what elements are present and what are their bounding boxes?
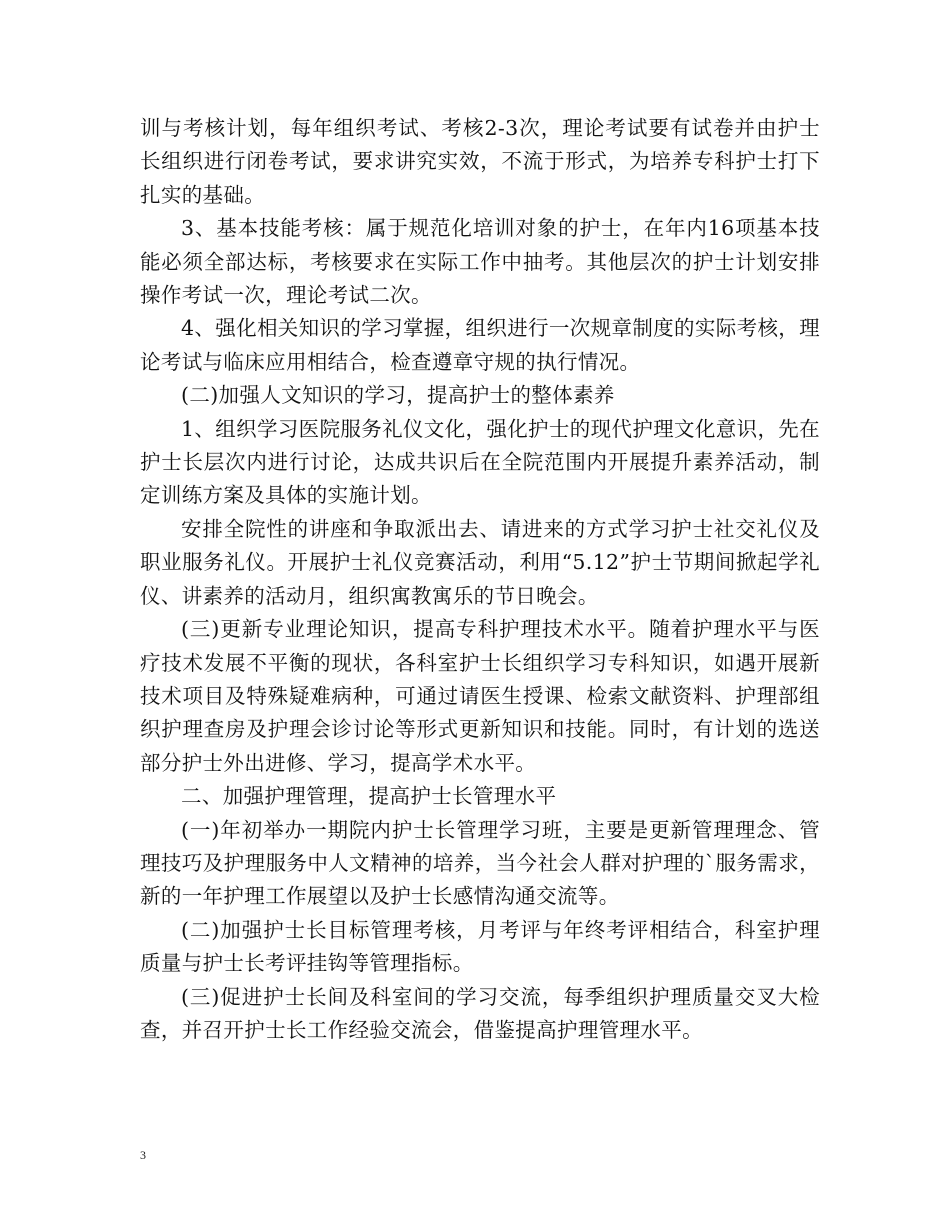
section-heading: (二)加强人文知识的学习，提高护士的整体素养 <box>181 383 615 408</box>
paragraph: 训与考核计划，每年组织考试、考核2-3次，理论考试要有试卷并由护士长组织进行闭卷考试，要求讲究实效，不流于形式，为培养专科护士打下扎实的基础。 <box>140 116 820 207</box>
section-heading: 二、加强护理管理，提高护士长管理水平 <box>181 784 557 809</box>
paragraph: (一)年初举办一期院内护士长管理学习班，主要是更新管理理念、管理技巧及护理服务中人文精神的培养，当今社会人群对护理的`服务需求，新的一年护理工作展望以及护士长感情沟通交流等。 <box>140 817 820 909</box>
document-page <box>140 112 820 1047</box>
paragraph: 1、组织学习医院服务礼仪文化，强化护士的现代护理文化意识，先在护士长层次内进行讨论，达成共识后在全院范围内开展提升素养活动，制定训练方案及具体的实施计划。 <box>140 416 820 508</box>
paragraph: 3、基本技能考核：属于规范化培训对象的护士，在年内16项基本技能必须全部达标，考核要求在实际工作中抽考。其他层次的护士计划安排操作考试一次，理论考试二次。 <box>140 216 820 308</box>
paragraph: 4、强化相关知识的学习掌握，组织进行一次规章制度的实际考核，理论考试与临床应用相结合，检查遵章守规的执行情况。 <box>140 316 820 374</box>
paragraph: (三)更新专业理论知识，提高专科护理技术水平。随着护理水平与医疗技术发展不平衡的现状，各科室护士长组织学习专科知识，如遇开展新技术项目及特殊疑难病种，可通过请医生授课、检索文献资料、护理部组织护理查房及护理会诊讨论等形式更新知识和技能。同时，有计划的选送部分护士外出进修、学习，提高学术水平。 <box>140 617 820 775</box>
paragraph: (三)促进护士长间及科室间的学习交流，每季组织护理质量交叉大检查，并召开护士长工作经验交流会，借鉴提高护理管理水平。 <box>140 984 820 1042</box>
paragraph: 安排全院性的讲座和争取派出去、请进来的方式学习护士社交礼仪及职业服务礼仪。开展护士礼仪竞赛活动，利用“5.12”护士节期间掀起学礼仪、讲素养的活动月，组织寓教寓乐的节日晚会。 <box>140 516 820 608</box>
page-number: 3 <box>140 1148 146 1162</box>
paragraph: (二)加强护士长目标管理考核，月考评与年终考评相结合，科室护理质量与护士长考评挂钩等管理指标。 <box>140 917 820 976</box>
